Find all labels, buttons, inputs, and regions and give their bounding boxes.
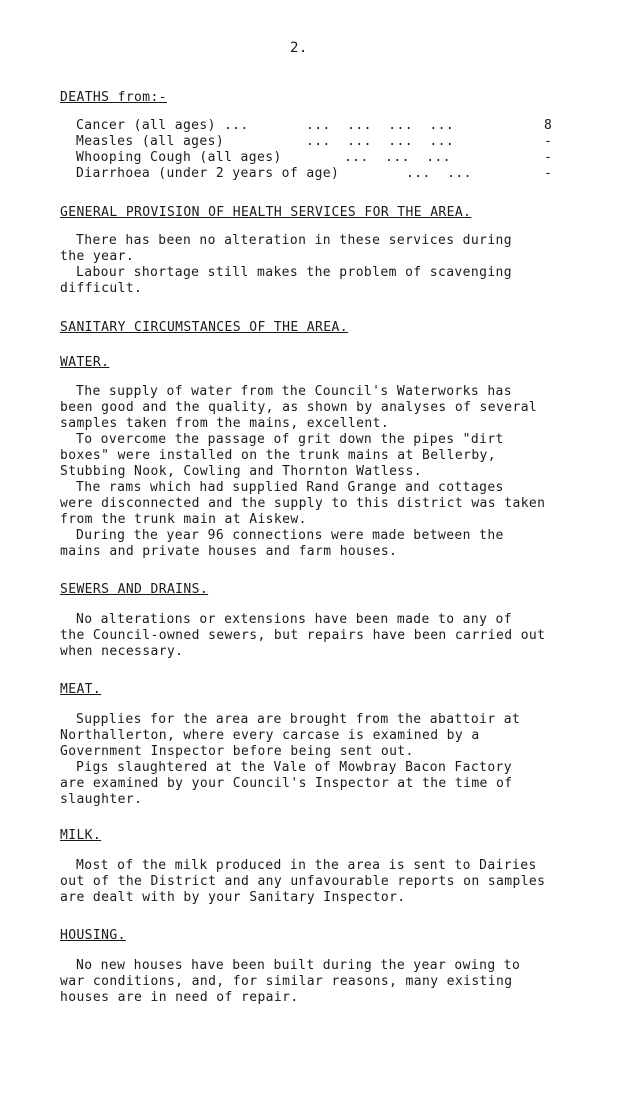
paragraph-line: No alterations or extensions have been made to any of [76,612,513,627]
milk-heading: MILK. [60,828,102,843]
paragraph-line: war conditions, and, for similar reasons, many existing [60,974,513,989]
deaths-row-label: Measles (all ages) [76,134,225,149]
paragraph-line: The supply of water from the Council's Waterworks has [76,384,513,399]
paragraph-line: samples taken from the mains, excellent. [60,416,390,431]
deaths-row-value: - [544,134,553,149]
page-number: 2. [290,40,308,56]
deaths-row [76,166,576,184]
paragraph-line: Government Inspector before being sent out. [60,744,414,759]
paragraph-line: houses are in need of repair. [60,990,299,1005]
paragraph-line: boxes" were installed on the trunk mains at Bellerby, [60,448,497,463]
paragraph-line: the Council-owned sewers, but repairs have been carried out [60,628,546,643]
paragraph-line: There has been no alteration in these services during [76,233,513,248]
paragraph-line: No new houses have been built during the year owing to [76,958,521,973]
deaths-heading: DEATHS from:- [60,90,167,105]
deaths-row-label: Diarrhoea (under 2 years of age) [76,166,340,181]
paragraph-line: when necessary. [60,644,184,659]
sewers-heading: SEWERS AND DRAINS. [60,582,209,597]
paragraph-line: from the trunk main at Aiskew. [60,512,307,527]
paragraph-line: Labour shortage still makes the problem of scavenging [76,265,513,280]
deaths-row-dots: ... ... ... ... [306,118,455,133]
paragraph-line: been good and the quality, as shown by analyses of several [60,400,538,415]
deaths-row-value: 8 [544,118,553,133]
paragraph-line: The rams which had supplied Rand Grange and cottages [76,480,504,495]
paragraph-line: are examined by your Council's Inspector at the time of [60,776,513,791]
deaths-row-value: - [544,150,553,165]
paragraph-line: During the year 96 connections were made between the [76,528,504,543]
deaths-row-dots: ... ... ... [344,150,451,165]
water-heading: WATER. [60,355,110,370]
paragraph-line: were disconnected and the supply to this district was taken [60,496,546,511]
paragraph-line: are dealt with by your Sanitary Inspector. [60,890,406,905]
deaths-row-label: Whooping Cough (all ages) [76,150,282,165]
deaths-row-dots: ... ... [406,166,472,181]
meat-heading: MEAT. [60,682,102,697]
paragraph-line: slaughter. [60,792,143,807]
paragraph-line: Northallerton, where every carcase is examined by a [60,728,480,743]
paragraph-line: difficult. [60,281,143,296]
paragraph-line: mains and private houses and farm houses. [60,544,398,559]
housing-heading: HOUSING. [60,928,126,943]
general-provision-heading: GENERAL PROVISION OF HEALTH SERVICES FOR THE AREA. [60,205,472,220]
deaths-row-label: Cancer (all ages) ... [76,118,249,133]
deaths-row-dots: ... ... ... ... [306,134,455,149]
sanitary-heading: SANITARY CIRCUMSTANCES OF THE AREA. [60,320,348,335]
paragraph-line: Supplies for the area are brought from the abattoir at [76,712,521,727]
paragraph-line: Most of the milk produced in the area is sent to Dairies [76,858,537,873]
paragraph-line: the year. [60,249,135,264]
deaths-row-value: - [544,166,553,181]
paragraph-line: Stubbing Nook, Cowling and Thornton Watless. [60,464,422,479]
paragraph-line: out of the District and any unfavourable reports on samples [60,874,546,889]
paragraph-line: Pigs slaughtered at the Vale of Mowbray Bacon Factory [76,760,513,775]
paragraph-line: To overcome the passage of grit down the pipes "dirt [76,432,504,447]
